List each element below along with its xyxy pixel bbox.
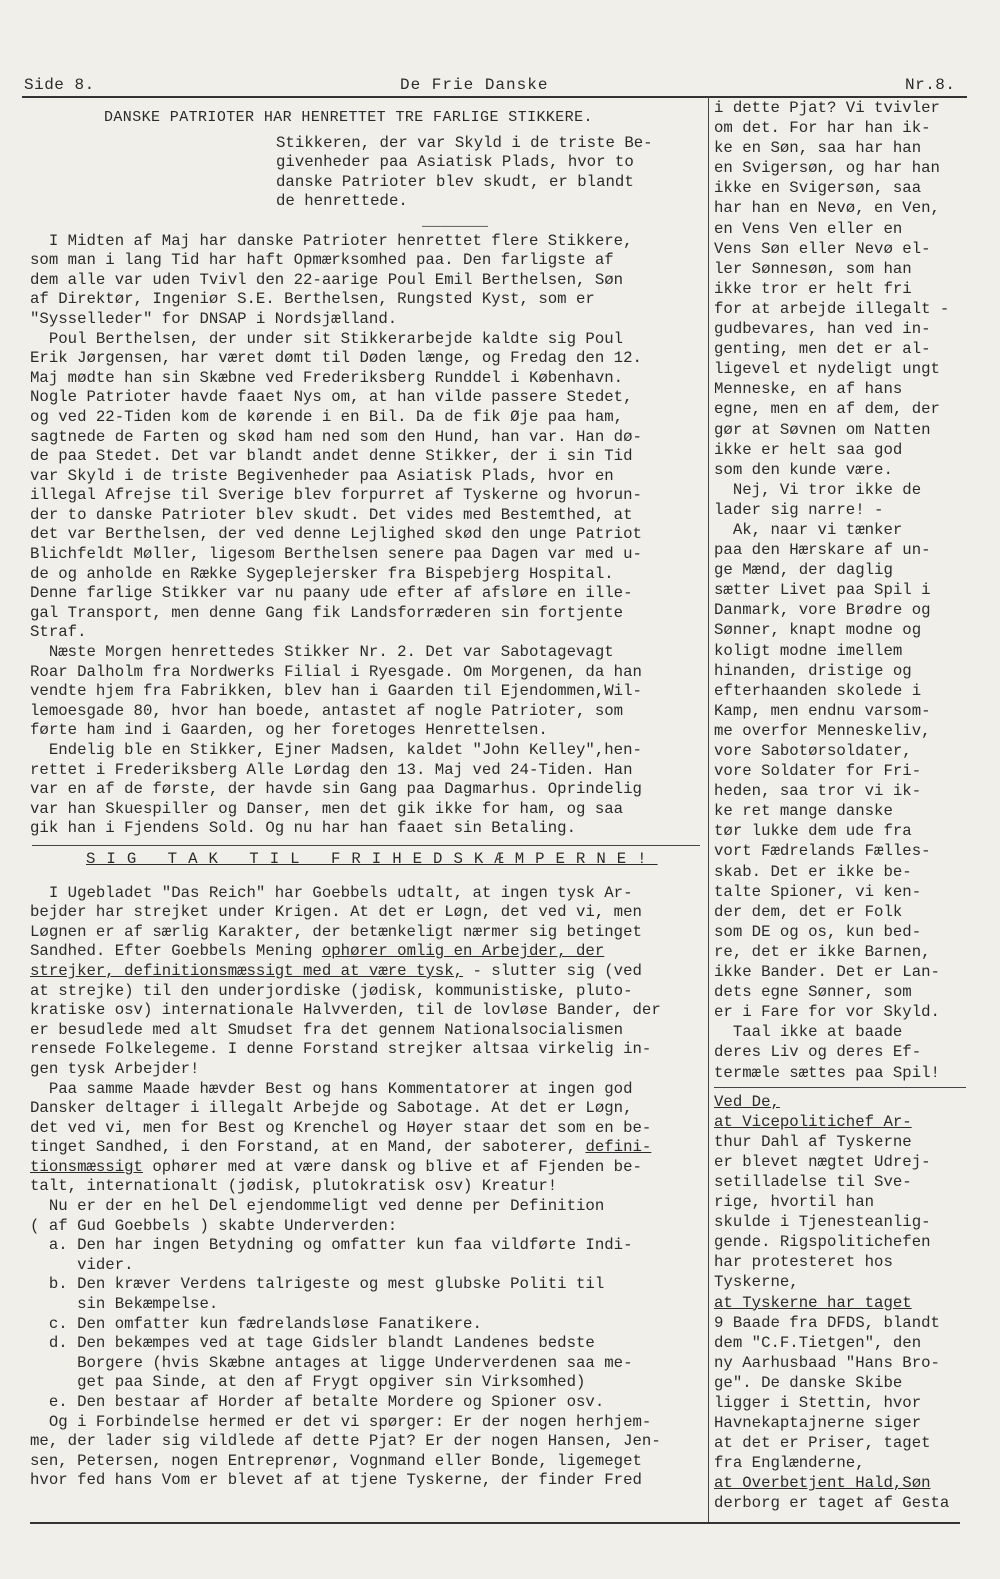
- news-item-start: at Overbetjent Hald,Søn: [714, 1474, 931, 1493]
- text-line: er i Fare for vor Skyld.: [714, 1003, 940, 1022]
- section-rule: [32, 845, 700, 846]
- news-line: setilladelse til Sve-: [714, 1172, 912, 1191]
- text-line: ikke tror er helt fri: [714, 279, 912, 298]
- text-line: [30, 1158, 702, 1178]
- text-line: de paa Stedet. Det var blandt andet denne Stikker, der i sin Tid: [30, 447, 633, 466]
- text-line: i dette Pjat? Vi tvivler: [714, 99, 940, 117]
- text-line: gen tysk Arbejder!: [30, 1059, 200, 1078]
- text-line: Sønner, knapt modne og: [714, 621, 922, 640]
- text-line: ikke er helt saa god: [714, 440, 903, 459]
- text-line: "Sysselleder" for DNSAP i Nordsjælland.: [30, 309, 398, 328]
- text-line: ler Sønnesøn, som han: [714, 259, 912, 278]
- news-line: fra Englænderne,: [714, 1454, 865, 1473]
- news-box: [714, 1092, 966, 1514]
- text-line: og ved 22-Tiden kom de kørende i en Bil. Da de fik Øje paa ham,: [30, 407, 624, 426]
- news-line: skulde i Tjenesteanlig-: [714, 1213, 931, 1232]
- text-line: Ak, naar vi tænker: [714, 520, 903, 539]
- text-line: dets egne Sønner, som: [714, 983, 912, 1002]
- text-line: hinanden, dristige og: [714, 661, 912, 680]
- text-line: gal Transport, men denne Gang fik Landsforræderen sin fortjente: [30, 603, 624, 622]
- list-item: e. Den bestaar af Horder af betalte Mordere og Spioner osv.: [30, 1393, 605, 1411]
- underlined-text: tionsmæssigt: [30, 1157, 143, 1176]
- text-segment: Sandhed. Efter Goebbels Mening: [30, 942, 313, 961]
- text-line: har han en Nevø, en Ven,: [714, 199, 940, 218]
- text-line: vort Fædrelands Fælles-: [714, 842, 931, 861]
- text-line: efterhaanden skolede i: [714, 681, 922, 700]
- text-line: ge Mænd, der daglig: [714, 561, 893, 580]
- text-line: Erik Jørgensen, har været dømt til Døden længe, og Fredag den 12.: [30, 349, 642, 368]
- paper-title: De Frie Danske: [400, 76, 549, 94]
- news-line: gende. Rigspolitichefen: [714, 1233, 931, 1252]
- column-divider: [708, 96, 709, 1522]
- list-item: a. Den har ingen Betydning og omfatter kun faa vildførte Indi-: [30, 1236, 633, 1255]
- list-item: vider.: [30, 1255, 134, 1274]
- text-line: Næste Morgen henrettedes Stikker Nr. 2. Det var Sabotagevagt: [30, 643, 614, 662]
- underlined-text: ophører omlig en Arbejder, der: [321, 942, 605, 961]
- text-line: ligevel et nydeligt ungt: [714, 360, 940, 379]
- text-line: kratiske osv) internationale Halvverden, til de lovløse Bander, der: [30, 1001, 661, 1020]
- lead-line: givenheder paa Asiatisk Plads, hvor to: [276, 153, 634, 172]
- news-line: at det er Priser, taget: [714, 1434, 931, 1453]
- list-item: c. Den omfatter kun fædrelandsløse Fanatikere.: [30, 1314, 482, 1333]
- news-line: derborg er taget af Gesta: [714, 1494, 950, 1513]
- main-column: [30, 100, 702, 1491]
- text-line: genting, men det er al-: [714, 340, 931, 359]
- news-line: har protesteret hos: [714, 1253, 893, 1272]
- news-line: Tyskerne,: [714, 1273, 799, 1292]
- text-line: en Vens Ven eller en: [714, 219, 903, 238]
- news-line: ny Aarhusbaad "Hans Bro-: [714, 1353, 940, 1372]
- text-line: vore Soldater for Fri-: [714, 762, 922, 781]
- article2-title: [30, 850, 702, 870]
- text-line: Menneske, en af hans: [714, 380, 903, 399]
- text-line: gik han i Fjendens Sold. Og nu har han faaet sin Betaling.: [30, 819, 577, 838]
- text-line: termæle sættes paa Spil!: [714, 1063, 940, 1082]
- text-line: Poul Berthelsen, der under sit Stikkerarbejde kaldte sig Poul: [30, 329, 624, 348]
- text-line: dem alle var uden Tvivl den 22-aarige Poul Emil Berthelsen, Søn: [30, 270, 624, 289]
- list-item: Borgere (hvis Skæbne antages at ligge Underverdenen saa me-: [30, 1353, 633, 1372]
- text-line: Endelig ble en Stikker, Ejner Madsen, kaldet "John Kelley",hen-: [30, 741, 642, 759]
- list-item: get paa Sinde, at den af Frygt opgiver sin Virksomhed): [30, 1373, 586, 1392]
- text-line: det ved vi, men for Best og Krenchel og Høyer staar det som en be-: [30, 1118, 652, 1137]
- text-line: om det. For har han ik-: [714, 119, 931, 138]
- list-item: sin Bekæmpelse.: [30, 1295, 219, 1314]
- text-line: Og i Forbindelse hermed er det vi spørger: Er der nogen herhjem-: [30, 1412, 652, 1431]
- text-line: sagtnede de Farten og skød ham ned som den Hund, han var. Han dø-: [30, 427, 642, 446]
- underlined-text: strejker, definitionsmæssigt med at være tysk,: [30, 961, 464, 980]
- news-line: [714, 1473, 966, 1493]
- news-line: Havnekaptajnerne siger: [714, 1414, 922, 1433]
- text-line: [30, 962, 702, 982]
- text-line: bejder har strejket under Krigen. At det er Løgn, det ved vi, men: [30, 903, 642, 922]
- text-line: me, der lader sig vildlede af dette Pjat? Er der nogen Hansen, Jen-: [30, 1432, 661, 1451]
- text-line: er besudlede med alt Smudset fra det gennem Nationalsocialismen: [30, 1020, 624, 1039]
- text-line: talte Spioner, vi ken-: [714, 882, 922, 901]
- text-line: der dem, det er Folk: [714, 902, 903, 921]
- text-line: re, det er ikke Barnen,: [714, 942, 931, 961]
- text-line: førte ham ind i Gaarden, og her foretoges Henrettelsen.: [30, 721, 548, 740]
- page-number: Side 8.: [24, 76, 95, 94]
- news-line: [714, 1293, 966, 1313]
- text-line: Denne farlige Stikker var nu paany ude efter af afsløre en ille-: [30, 584, 633, 603]
- text-line: lader sig narre! -: [714, 500, 884, 519]
- text-line: koligt modne imellem: [714, 641, 903, 660]
- text-line: det var Berthelsen, der ved denne Lejlighed skød den unge Patriot: [30, 525, 642, 544]
- text-line: som man i lang Tid har haft Opmærksomhed paa. Den farligste af: [30, 251, 614, 270]
- text-segment: - slutter sig (ved: [463, 961, 642, 980]
- text-line: I Ugebladet "Das Reich" har Goebbels udtalt, at ingen tysk Ar-: [30, 883, 633, 902]
- text-line: som den kunde være.: [714, 460, 893, 479]
- side-column: [714, 98, 966, 1514]
- text-line: tør lukke dem ude fra: [714, 822, 912, 841]
- text-line: Danmark, vore Brødre og: [714, 601, 931, 620]
- text-line: [30, 942, 702, 962]
- text-line: lemoesgade 80, hvor han boede, antastet af nogle Patrioter, som: [30, 701, 624, 720]
- text-segment: tinget Sandhed, i den Forstand, at en Mand, der saboterer,: [30, 1138, 577, 1157]
- text-line: ( af Gud Goebbels ) skabte Underverden:: [30, 1216, 398, 1235]
- text-line: Paa samme Maade hævder Best og hans Kommentatorer at ingen god: [30, 1079, 633, 1098]
- text-line: Roar Dalholm fra Nordwerks Filial i Ryesgade. Om Morgenen, da han: [30, 662, 642, 681]
- text-segment: ophører med at være dansk og blive et af Fjenden be-: [142, 1157, 642, 1176]
- text-line: en Svigersøn, og har han: [714, 159, 940, 178]
- text-line: Nej, Vi tror ikke de: [714, 480, 922, 499]
- underlined-text: defini-: [585, 1138, 652, 1157]
- news-line: 9 Baade fra DFDS, blandt: [714, 1313, 940, 1332]
- news-line: ligger i Stettin, hvor: [714, 1394, 922, 1412]
- list-item: d. Den bekæmpes ved at tage Gidsler blandt Landenes bedste: [30, 1334, 595, 1353]
- lead-line: danske Patrioter blev skudt, er blandt: [276, 172, 634, 191]
- text-line: deres Liv og deres Ef-: [714, 1043, 922, 1062]
- text-line: illegal Afrejse til Sverige blev forpurret af Tyskerne og hvorun-: [30, 486, 642, 505]
- lead-separator: _______: [422, 211, 488, 230]
- text-line: Blichfeldt Møller, ligesom Berthelsen senere paa Dagen var med u-: [30, 545, 642, 564]
- news-line: dem "C.F.Tietgen", den: [714, 1333, 922, 1352]
- text-line: som DE og os, kun bed-: [714, 922, 922, 941]
- text-line: skab. Det er ikke be-: [714, 862, 912, 881]
- text-line: at strejke) til den underjordiske (jødisk, kommunistiske, pluto-: [30, 981, 633, 1000]
- text-line: hvor fed hans Vom er blevet af at tjene Tyskerne, der finder Fred: [30, 1471, 642, 1490]
- text-line: var han Skuespiller og Danser, men det gik ikke for ham, og saa: [30, 799, 624, 818]
- news-item-start: at Tyskerne har taget: [714, 1293, 912, 1312]
- text-line: me overfor Menneskeliv,: [714, 721, 931, 740]
- text-line: var Skyld i de triste Begivenheder paa Asiatisk Plads, hvor en: [30, 466, 614, 485]
- text-line: for at arbejde illegalt -: [714, 299, 950, 318]
- news-line: er blevet nægtet Udrej-: [714, 1152, 931, 1171]
- issue-number: Nr.8.: [905, 76, 956, 94]
- text-line: heden, saa tror vi ik-: [714, 782, 922, 801]
- text-line: Taal ikke at baade: [714, 1023, 903, 1042]
- text-line: rettet i Frederiksberg Alle Lørdag den 13. Maj ved 24-Tiden. Han: [30, 760, 633, 779]
- text-line: Maj mødte han sin Skæbne ved Frederiksberg Runddel i København.: [30, 368, 624, 387]
- news-line: thur Dahl af Tyskerne: [714, 1132, 912, 1151]
- text-line: rensede Folkelegeme. I denne Forstand strejker altsaa virkelig in-: [30, 1040, 652, 1059]
- article1-lead: [30, 134, 702, 212]
- lead-line: de henrettede.: [276, 192, 408, 211]
- sidebar-continuation: [714, 98, 966, 1083]
- text-line: der to danske Patrioter blev skudt. Det vides med Bestemthed, at: [30, 505, 633, 524]
- news-line: ge". De danske Skibe: [714, 1373, 903, 1392]
- text-line: vendte hjem fra Fabrikken, blev han i Gaarden til Ejendommen,Wil-: [30, 682, 642, 701]
- text-line: var en af de første, der havde sin Gang paa Dagmarhus. Oprindelig: [30, 780, 642, 799]
- news-line: rige, hvortil han: [714, 1193, 875, 1212]
- lead-line: Stikkeren, der var Skyld i de triste Be-: [276, 133, 653, 152]
- text-line: ke ret mange danske: [714, 802, 893, 821]
- news-heading: [714, 1092, 966, 1112]
- text-line: paa den Hærskare af un-: [714, 541, 931, 560]
- list-item: b. Den kræver Verdens talrigeste og mest glubske Politi til: [30, 1275, 605, 1294]
- news-line: [714, 1112, 966, 1132]
- text-line: gudbevares, han ved in-: [714, 320, 931, 339]
- text-line: Løgnen er af særlig Karakter, der betænkeligt nærmer sig betinget: [30, 922, 642, 941]
- text-line: vore Sabotørsoldater,: [714, 742, 912, 760]
- text-line: [30, 1138, 702, 1158]
- text-line: af Direktør, Ingeniør S.E. Berthelsen, Rungsted Kyst, som er: [30, 290, 595, 309]
- text-line: Straf.: [30, 623, 87, 642]
- footer-rule: [30, 1522, 960, 1524]
- text-line: Nogle Patrioter havde faaet Nys om, at han vilde passere Stedet,: [30, 388, 633, 407]
- news-item-start: at Vicepolitichef Ar-: [714, 1112, 912, 1131]
- text-line: Nu er der en hel Del ejendommeligt ved denne per Definition: [30, 1197, 605, 1216]
- article2-title-text: SIG TAK TIL FRIHEDSKÆMPERNE!: [86, 849, 658, 868]
- news-heading-text: Ved De,: [714, 1092, 780, 1111]
- text-line: ikke en Svigersøn, saa: [714, 179, 922, 198]
- text-line: sen, Petersen, nogen Entreprenør, Vognmand eller Bonde, ligemeget: [30, 1451, 642, 1470]
- text-line: I Midten af Maj har danske Patrioter henrettet flere Stikkere,: [30, 231, 633, 250]
- text-line: Dansker deltager i illegalt Arbejde og Sabotage. At det er Løgn,: [30, 1099, 633, 1118]
- text-line: Kamp, men endnu varsom-: [714, 701, 931, 720]
- article1-body: [30, 232, 702, 839]
- text-line: de og anholde en Række Sygeplejersker fra Bispebjerg Hospital.: [30, 564, 614, 583]
- text-line: sætter Livet paa Spil i: [714, 581, 931, 600]
- text-line: talt, internationalt (jødisk, plutokratisk osv) Kreatur!: [30, 1177, 558, 1196]
- text-line: egne, men en af dem, der: [714, 400, 940, 419]
- text-line: ikke Bander. Det er Lan-: [714, 963, 940, 982]
- text-line: gør at Søvnen om Natten: [714, 420, 931, 439]
- text-line: ke en Søn, saa har han: [714, 139, 922, 158]
- sidebar-rule: [714, 1087, 966, 1088]
- article2-body: [30, 884, 702, 1491]
- text-line: Vens Søn eller Nevø el-: [714, 239, 931, 258]
- article1-title: DANSKE PATRIOTER HAR HENRETTET TRE FARLIGE STIKKERE.: [104, 109, 593, 126]
